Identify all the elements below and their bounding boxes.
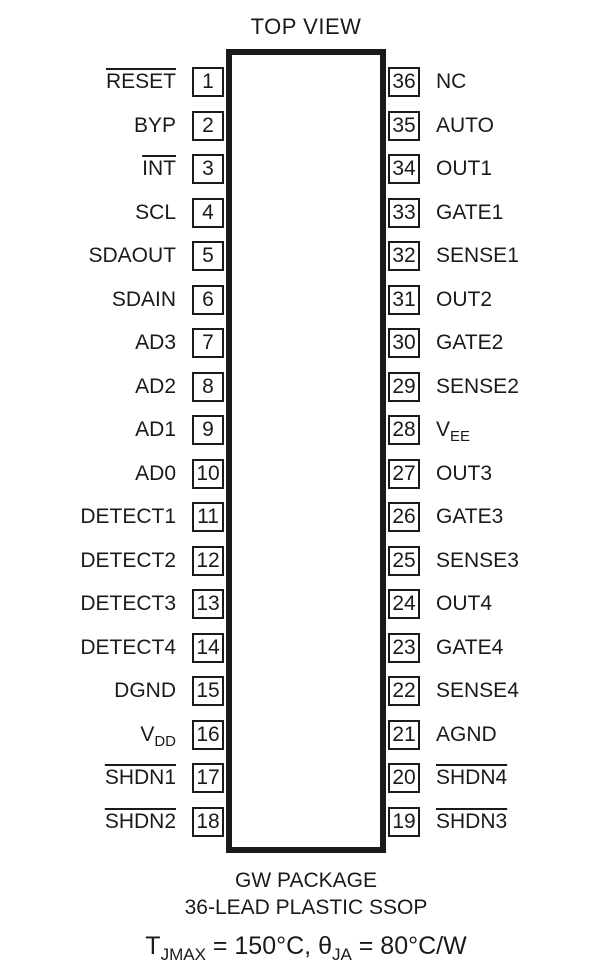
pin-number-10: 10 [192, 459, 224, 489]
pin-label-23 [436, 633, 503, 663]
pin-number-35: 35 [388, 111, 420, 141]
pin-label-text: V [140, 723, 155, 746]
pin-label-2 [134, 111, 176, 141]
pin-label-text: V [436, 418, 451, 441]
pin-label-34 [436, 154, 492, 184]
pin-number-16: 16 [192, 720, 224, 750]
pin-label-27 [436, 459, 492, 489]
pin-label-21 [436, 720, 497, 750]
pin-number-24: 24 [388, 589, 420, 619]
pin-number-30: 30 [388, 328, 420, 358]
pin-label-12 [80, 546, 176, 576]
pin-label-text: OUT4 [436, 592, 493, 615]
tjmax-value: = 150°C, [205, 932, 319, 960]
pin-label-7 [135, 328, 176, 358]
pin-label-32 [436, 241, 519, 271]
pin-number-21: 21 [388, 720, 420, 750]
theta-subscript: JA [331, 945, 352, 964]
package-name: GW PACKAGE [235, 869, 377, 892]
pin-number-19: 19 [388, 807, 420, 837]
pin-label-text: BYP [133, 114, 176, 137]
theta-symbol: θ [318, 932, 332, 960]
pin-label-text: AD3 [135, 331, 176, 354]
pin-label-subscript: DD [154, 733, 176, 750]
pin-label-13 [80, 589, 176, 619]
pin-label-19 [436, 807, 507, 837]
pin-number-7: 7 [192, 328, 224, 358]
pin-number-12: 12 [192, 546, 224, 576]
pin-number-8: 8 [192, 372, 224, 402]
pin-label-text: OUT1 [436, 157, 493, 180]
pin-number-18: 18 [192, 807, 224, 837]
pin-label-text: GATE3 [436, 505, 504, 528]
pin-label-14 [80, 633, 176, 663]
pin-label-text: AD2 [135, 375, 176, 398]
pin-label-31 [436, 285, 492, 315]
pin-label-22 [436, 676, 519, 706]
pin-label-text: RESET [105, 70, 176, 93]
pin-label-text: DGND [114, 679, 176, 702]
pin-number-20: 20 [388, 763, 420, 793]
package-description: 36-LEAD PLASTIC SSOP [184, 896, 428, 919]
pin-label-28 [436, 415, 470, 452]
pin-label-30 [436, 328, 503, 358]
pin-label-4 [135, 198, 176, 228]
pin-label-text: DETECT1 [80, 505, 176, 528]
pin-label-17 [105, 763, 176, 793]
pin-label-text: SENSE1 [436, 244, 519, 267]
pin-label-text: AUTO [436, 114, 494, 137]
pin-number-14: 14 [192, 633, 224, 663]
pin-number-17: 17 [192, 763, 224, 793]
pin-number-5: 5 [192, 241, 224, 271]
pin-number-29: 29 [388, 372, 420, 402]
tjmax-symbol: T [145, 932, 161, 960]
pin-label-35 [436, 111, 494, 141]
pin-label-text: SHDN4 [436, 766, 508, 789]
pin-number-6: 6 [192, 285, 224, 315]
pin-label-text: SENSE3 [436, 549, 519, 572]
pin-number-27: 27 [388, 459, 420, 489]
pin-label-text: SHDN2 [104, 810, 176, 833]
pin-number-11: 11 [192, 502, 224, 532]
pin-number-13: 13 [192, 589, 224, 619]
pin-number-33: 33 [388, 198, 420, 228]
pin-label-text: SCL [135, 201, 176, 224]
pin-label-5 [88, 241, 176, 271]
pin-label-25 [436, 546, 519, 576]
pin-number-22: 22 [388, 676, 420, 706]
pin-number-25: 25 [388, 546, 420, 576]
pin-label-text: AD0 [135, 462, 176, 485]
pin-label-subscript: EE [450, 428, 471, 445]
pin-number-32: 32 [388, 241, 420, 271]
pin-label-text: OUT3 [436, 462, 493, 485]
pin-number-31: 31 [388, 285, 420, 315]
pin-label-18 [105, 807, 176, 837]
pin-label-text: GATE1 [436, 201, 504, 224]
pin-label-26 [436, 502, 503, 532]
pin-label-text: DETECT4 [80, 636, 176, 659]
pin-label-text: AGND [436, 723, 497, 746]
pin-label-9 [135, 415, 176, 445]
pin-label-1 [106, 67, 176, 97]
pin-number-28: 28 [388, 415, 420, 445]
pin-label-text: SENSE4 [436, 679, 519, 702]
pin-label-20 [436, 763, 507, 793]
pin-label-text: SENSE2 [436, 375, 519, 398]
pin-number-4: 4 [192, 198, 224, 228]
pin-label-text: OUT2 [436, 288, 493, 311]
diagram-title: TOP VIEW [250, 14, 362, 39]
pin-number-36: 36 [388, 67, 420, 97]
pin-label-33 [436, 198, 503, 228]
pin-number-23: 23 [388, 633, 420, 663]
pin-label-10 [135, 459, 176, 489]
pin-label-3 [142, 154, 176, 184]
pin-label-text: $\overline{INT}$ [142, 157, 176, 180]
pin-label-text: SDAOUT [88, 244, 176, 267]
pin-label-11 [80, 502, 176, 532]
thermal-spec [0, 932, 612, 965]
pin-label-16 [140, 720, 176, 757]
pin-label-text: SHDN3 [436, 810, 508, 833]
pin-label-text: AD1 [135, 418, 176, 441]
ic-package-body [226, 49, 386, 853]
pin-label-text: GATE2 [436, 331, 504, 354]
pin-number-2: 2 [192, 111, 224, 141]
pin-label-36 [436, 67, 466, 97]
pin-number-15: 15 [192, 676, 224, 706]
pin-label-text: DETECT2 [80, 549, 176, 572]
pin-label-8 [135, 372, 176, 402]
pin-number-26: 26 [388, 502, 420, 532]
pin-label-29 [436, 372, 519, 402]
pin-number-1: 1 [192, 67, 224, 97]
pin-label-text: DETECT3 [80, 592, 176, 615]
pin-number-34: 34 [388, 154, 420, 184]
pin-label-text: SDAIN [111, 288, 176, 311]
pin-label-text: GATE4 [436, 636, 504, 659]
pin-label-15 [114, 676, 176, 706]
pin-number-3: 3 [192, 154, 224, 184]
pin-label-24 [436, 589, 492, 619]
tjmax-subscript: JMAX [160, 945, 206, 964]
theta-value: = 80°C/W [351, 932, 467, 960]
pin-label-text: SHDN1 [104, 766, 176, 789]
pin-label-text: NC [436, 70, 467, 93]
pin-label-6 [112, 285, 176, 315]
pin-number-9: 9 [192, 415, 224, 445]
